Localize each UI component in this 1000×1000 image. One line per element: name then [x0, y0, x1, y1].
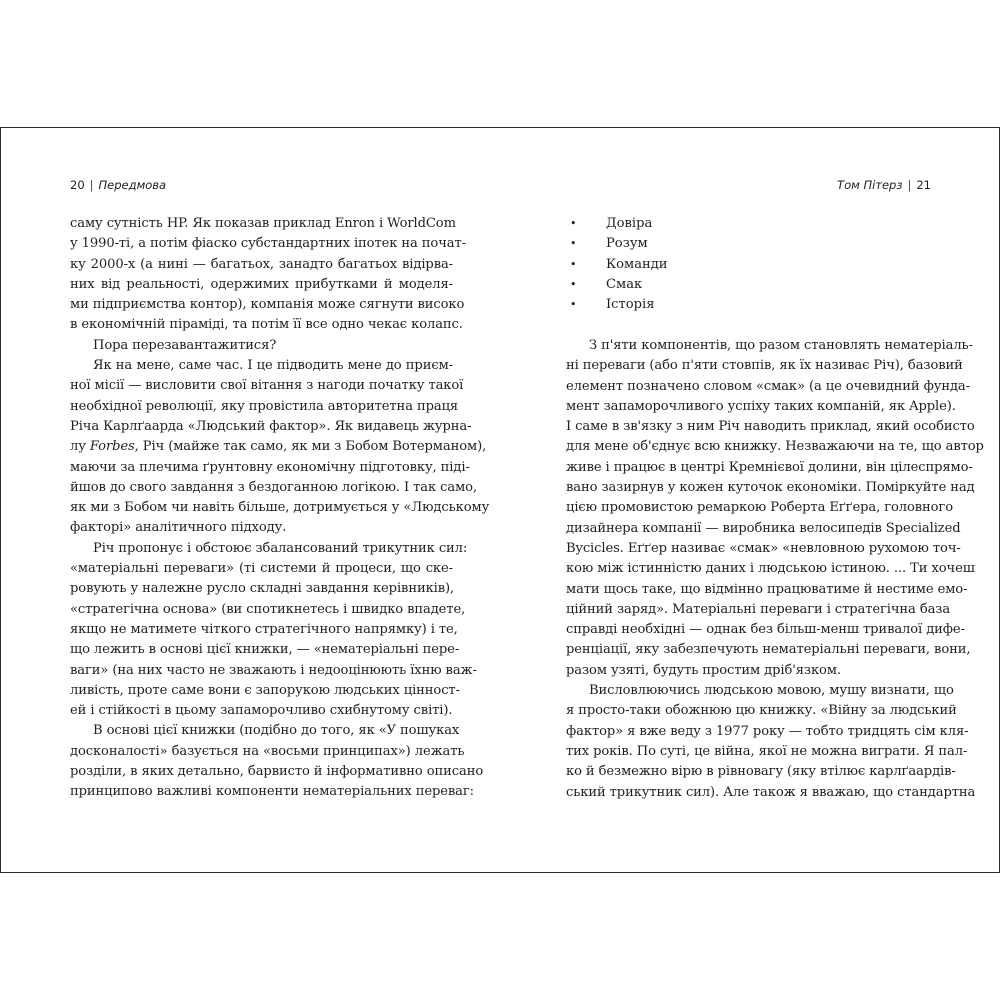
bullet-item	[566, 214, 931, 234]
bullet-dot-icon: •	[570, 217, 577, 230]
text-line: ку 2000-х (а нині — багатьох, занадто багатьох відірва-	[70, 256, 453, 272]
text-line: Річ пропонує і обстоює збалансований трикутник сил:	[93, 540, 468, 556]
text-line: що лежить в основі цієї книжки, — «нематеріальні пере-	[70, 642, 460, 658]
running-head-separator: |	[89, 178, 94, 192]
bullet-item	[566, 234, 931, 254]
right-page-number: 21	[916, 178, 931, 192]
bullet-label: Розум	[606, 236, 648, 252]
text-line: Річа Карлґаарда «Людський фактор». Як видавець журна-	[70, 418, 472, 434]
left-body-text	[70, 214, 490, 803]
text-line: необхідної революції, яку провістила авторитетна праця	[70, 398, 459, 414]
text-line: ренціації, яку забезпечують нематеріальні переваги, вони,	[566, 642, 971, 658]
text-line: ми підприємства контор), компанія може сягнути високо	[70, 297, 465, 313]
text-line: ційний заряд». Матеріальні переваги і стратегічна база	[566, 601, 951, 617]
bullet-label: Команди	[606, 256, 668, 272]
text-line: лу Forbes, Річ (майже так само, як ми з Бобом Вотерманом),	[70, 439, 487, 455]
text-line: принципово важливі компоненти нематеріальних переваг:	[70, 784, 474, 800]
text-line: факторі» аналітичного підходу.	[70, 520, 287, 536]
right-body-text	[566, 336, 984, 803]
bullet-list	[566, 214, 931, 315]
text-line: як ми з Бобом чи навіть більше, дотримується у «Людському	[70, 500, 490, 516]
text-line: цією промовистою ремаркою Роберта Еґґера, головного	[566, 500, 953, 516]
text-line: вано зазирнув у кожен куточок економіки. Поміркуйте над	[566, 480, 975, 496]
text-line: саму сутність HP. Як показав приклад Enron і WorldCom	[70, 216, 456, 231]
bullet-label: Довіра	[606, 216, 653, 231]
bullet-item	[566, 255, 931, 275]
text-line: ський трикутник сил). Але також я вважаю, що стандартна	[566, 784, 976, 800]
left-running-head	[70, 178, 166, 192]
text-line: Bycicles. Еґґер називає «смак» «невловною рухомою точ-	[566, 540, 961, 556]
text-line: я просто-таки обожнюю цю книжку. «Війну за людський	[566, 703, 957, 719]
text-line: у 1990-ті, а потім фіаско субстандартних іпотек на почат-	[70, 236, 466, 252]
right-page	[566, 128, 984, 872]
bullet-item	[566, 295, 931, 315]
paragraph	[566, 681, 976, 803]
text-line: ної місії — висловити свої вітання з нагоди початку такої	[70, 378, 464, 394]
text-line: кою між істинністю даних і людською істиною. ... Ти хочеш	[566, 561, 975, 577]
left-page-number: 20	[70, 178, 85, 192]
bullet-label: Історія	[606, 297, 655, 313]
text-line: ко й безмежно вірю в рівновагу (яку втілює карлґаардів-	[566, 764, 956, 780]
magazine-title: Forbes	[89, 439, 135, 455]
text-line: ей і стійкості в цьому запаморочливо схибнутому світі).	[70, 703, 453, 719]
bullet-dot-icon: •	[570, 257, 577, 271]
bullet-dot-icon: •	[570, 237, 577, 251]
section-title: Передмова	[98, 178, 167, 192]
text-line: Висловлюючись людською мовою, мушу визнати, що	[589, 683, 954, 699]
text-line: живе і працює в центрі Кремнієвої долини, він цілеспрямо-	[566, 459, 973, 475]
paragraph	[70, 539, 477, 722]
text-line: них від реальності, одержимих прибутками й моделя-	[70, 276, 453, 292]
left-page	[70, 128, 490, 872]
text-line: в економічній піраміді, та потім її все одно чекає колапс.	[70, 317, 463, 333]
text-line: ваги» (на них часто не зважають і недооцінюють їхню важ-	[70, 662, 477, 678]
book-spread	[0, 127, 1000, 873]
text-line: ливість, проте саме вони є запорукою людських цінност-	[70, 682, 460, 698]
text-line: Пора перезавантажитися?	[93, 337, 277, 353]
paragraph	[566, 336, 984, 681]
text-line: йшов до свого завдання з бездоганною логікою. І так само,	[70, 479, 478, 495]
text-line: маючи за плечима ґрунтовну економічну підготовку, піді-	[70, 459, 470, 475]
text-line: «стратегічна основа» (ви спотикнетесь і швидко впадете,	[70, 601, 466, 617]
paragraph	[70, 214, 466, 336]
bullet-dot-icon: •	[570, 277, 577, 291]
bullet-item	[566, 275, 931, 295]
running-head-separator: |	[907, 178, 912, 192]
text-line: Як на мене, саме час. І це підводить мене до приєм-	[93, 358, 453, 374]
text-line: ні переваги (або п'яти стовпів, як їх називає Річ), базовий	[566, 358, 963, 374]
text-line: мати щось таке, що відмінно працюватиме й нестиме емо-	[566, 581, 968, 597]
text-line: елемент позначено словом «смак» (а це очевидний фунда-	[566, 378, 970, 394]
text-line: якщо не матимете чіткого стратегічного напрямку) і те,	[70, 621, 458, 637]
text-line: справді необхідні — однак без більш-менш тривалої дифе-	[566, 622, 965, 638]
paragraph	[70, 356, 490, 539]
text-line: разом узяті, будуть простим дріб'язком.	[566, 662, 841, 678]
text-line: І саме в зв'язку з ним Річ наводить приклад, який особисто	[566, 419, 975, 435]
text-line: фактор» я вже веду з 1977 року — тобто тридцять сім кля-	[566, 723, 969, 739]
right-running-head	[837, 178, 931, 192]
bullet-label: Смак	[606, 276, 643, 292]
text-line: В основі цієї книжки (подібно до того, як «У пошуках	[93, 723, 460, 739]
paragraph	[70, 721, 484, 802]
text-line: для мене об'єднує всю книжку. Незважаючи на те, що автор	[566, 439, 984, 455]
text-line: дизайнера компанії — виробника велосипедів Specialized	[566, 520, 961, 536]
text-line: тих років. По суті, це війна, якої не можна виграти. Я пал-	[566, 743, 968, 759]
text-line: розділи, в яких детально, барвисто й інформативно описано	[70, 764, 484, 780]
text-line: мент запаморочливого успіху таких компаній, як Apple).	[566, 398, 956, 414]
bullet-dot-icon: •	[570, 298, 577, 312]
paragraph	[70, 336, 453, 356]
text-line: «матеріальні переваги» (ті системи й процеси, що ске-	[70, 561, 453, 577]
text-line: досконалості» базується на «восьми принципах») лежать	[70, 743, 465, 759]
text-line: ровують у належне русло складні завдання керівників),	[70, 581, 455, 597]
text-line: З п'яти компонентів, що разом становлять нематеріаль-	[589, 338, 973, 353]
author-name: Том Пітерз	[837, 178, 903, 192]
